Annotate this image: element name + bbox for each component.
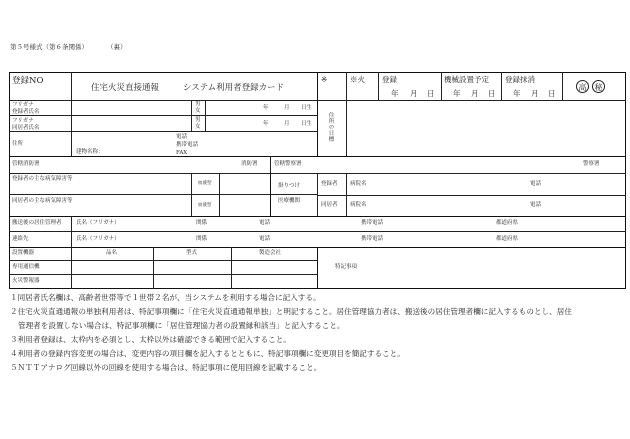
- manager-relation-label: 関係: [196, 220, 208, 226]
- column-divider: [501, 72, 502, 100]
- install-year: 年: [453, 89, 461, 98]
- police-station-suffix: 警察署: [583, 161, 600, 167]
- column-divider: [441, 72, 442, 100]
- family-doctor-label-1: 掛りつけ: [278, 183, 301, 189]
- note-5: ５ＮＴＴアナログ回線以外の回線を使用する場合は、特記事項に使用回線を記載すること。: [10, 363, 322, 372]
- install-month: 月: [471, 89, 479, 98]
- note-2: ２住宅火災直通通報の単独利用者は、特記事項欄に「住宅火災直通通報単独」と明記すること。居住管理協力者は、搬送後の居住管理者欄に記入するものとし、居住: [10, 307, 572, 316]
- cohabitant-hospital-phone: 電話: [530, 202, 542, 208]
- item-name-header: 品名: [106, 250, 118, 256]
- manager-name-label: 氏名（フリガナ）: [76, 220, 120, 226]
- form-title-left: 住宅火災直接通報: [91, 83, 160, 93]
- fire-alarm-label: 火災警報器: [12, 278, 40, 284]
- form-tag: （裏）: [107, 43, 127, 51]
- manager-phone-label: 電話: [259, 220, 271, 226]
- row-divider: [9, 274, 317, 275]
- row-divider: [9, 231, 626, 232]
- cohabitant-name-label: 同居者氏名: [12, 125, 40, 131]
- registrant-hospital-label: 病院名: [350, 181, 367, 187]
- registrant-disease-label: 登録者の主な病気障害等: [12, 176, 73, 182]
- contact-relation-label: 関係: [196, 236, 208, 242]
- contact-name-label: 氏名（フリガナ）: [76, 236, 120, 242]
- cohabitant-male: 男: [195, 117, 201, 123]
- column-divider: [153, 247, 154, 289]
- column-divider: [346, 173, 347, 216]
- reg-year: 年: [391, 89, 399, 98]
- fax-label: FAX: [176, 150, 188, 156]
- registrant-blood-type: 血液型: [198, 181, 212, 186]
- emergency-contact-label: 連絡先: [12, 236, 29, 242]
- note-3: ３利用者登録は、太枠内を必須とし、太枠以外は確認できる範囲で記入すること。: [10, 335, 291, 344]
- cohabitant-birth-month: 月: [284, 121, 290, 127]
- form-title-right: システム利用者登録カード: [183, 83, 285, 93]
- column-divider: [205, 100, 206, 131]
- note-1: １同居者氏名欄は、高齢者世帯等で１世帯２名が、当システムを利用する場合に記入する。: [10, 293, 321, 302]
- row-divider: [317, 195, 626, 196]
- column-divider: [378, 72, 379, 100]
- registrant-birth-year: 年: [263, 105, 269, 111]
- mark-1: ※: [321, 75, 328, 84]
- cohabitant-female: 女: [195, 124, 201, 130]
- manufacturer-header: 製造会社: [259, 250, 282, 256]
- manager-prefecture-label: 都道府県: [496, 220, 519, 226]
- contact-mobile-label: 携帯電話: [361, 236, 384, 242]
- fire-station-label: 管轄消防署: [12, 161, 40, 167]
- post-transport-manager-label: 搬送後の居住管理者: [12, 220, 62, 226]
- column-divider: [270, 156, 271, 173]
- reg-month: 月: [410, 89, 418, 98]
- column-divider: [317, 247, 318, 289]
- registrant-hospital-phone: 電話: [530, 181, 542, 187]
- reg-day: 日: [427, 89, 435, 98]
- row-divider: [9, 216, 626, 217]
- column-divider: [71, 216, 72, 247]
- police-station-label: 管轄警察署: [274, 161, 302, 167]
- cancel-day: 日: [548, 89, 556, 98]
- device-install-label: 機械設置予定: [444, 75, 489, 84]
- dedicated-device-label: 専用通信機: [12, 264, 40, 270]
- row-divider: [9, 156, 626, 157]
- cohabitant-furigana-label: フリガナ: [12, 118, 34, 124]
- cohabitant-disease-label: 同居者の主な病気障害等: [12, 198, 73, 204]
- row-divider: [9, 131, 317, 132]
- column-divider: [71, 72, 72, 156]
- row-divider: [9, 115, 317, 116]
- column-divider: [231, 247, 232, 289]
- doctor-registrant-label: 登録者: [321, 181, 338, 187]
- note-4: ４利用者の登録内容変更の場合は、変更内容の項目欄を記入するとともに、特記事項欄に変更項目を簡記すること。: [10, 349, 405, 358]
- mobile-label: 携帯電話: [176, 142, 199, 148]
- contact-phone-label: 電話: [259, 236, 271, 242]
- column-divider: [191, 173, 192, 216]
- cohabitant-birth-day: 日生: [301, 121, 313, 127]
- phone-label: 電話: [176, 134, 188, 140]
- cohabitant-blood-type: 血液型: [198, 203, 212, 208]
- high-badge: 高: [576, 80, 589, 93]
- registration-label: 登録: [382, 75, 397, 84]
- registrant-female: 女: [195, 108, 201, 114]
- residence-date-label: 住所の日標: [327, 112, 334, 142]
- doctor-cohabitant-label: 同居者: [321, 202, 338, 208]
- cancel-year: 年: [513, 89, 521, 98]
- family-doctor-label-2: 医療機関: [278, 198, 301, 204]
- contact-prefecture-label: 都道府県: [496, 236, 519, 242]
- column-divider: [562, 72, 563, 100]
- model-header: 型式: [186, 250, 198, 256]
- special-notes-label: 特記事項: [335, 264, 358, 270]
- registrant-male: 男: [195, 101, 201, 107]
- column-divider: [317, 173, 318, 216]
- fire-station-suffix: 消防署: [241, 161, 258, 167]
- row-divider: [9, 260, 317, 261]
- column-divider: [219, 173, 220, 216]
- column-divider: [71, 247, 72, 289]
- registrant-furigana-label: フリガナ: [12, 102, 34, 108]
- manager-mobile-label: 携帯電話: [361, 220, 384, 226]
- column-divider: [346, 72, 347, 156]
- building-label: 建物名称：: [76, 149, 104, 155]
- column-divider: [191, 100, 192, 131]
- cohabitant-birth-year: 年: [263, 121, 269, 127]
- reg-no-label: 登録NO: [12, 76, 44, 86]
- cancel-month: 月: [531, 89, 539, 98]
- note-2-cont: 管理者を設置しない場合は、特記事項欄に「居住管理協力者の設置縁和該当」と記入すること。: [18, 321, 345, 330]
- registrant-name-label: 登録者氏名: [12, 109, 40, 115]
- address-label: 住所: [12, 141, 24, 147]
- mark-2: ※火: [350, 75, 365, 84]
- installed-equipment-label: 設置機器: [12, 250, 35, 256]
- registration-cancel-label: 登録抹消: [505, 75, 535, 84]
- registrant-birth-day: 日生: [301, 105, 313, 111]
- cohabitant-hospital-label: 病院名: [350, 202, 367, 208]
- form-number: 第５号様式（第６条関係）: [10, 43, 88, 51]
- secret-badge: 秘: [592, 80, 605, 93]
- registrant-birth-month: 月: [284, 105, 290, 111]
- column-divider: [317, 72, 318, 156]
- column-divider: [270, 173, 271, 216]
- install-day: 日: [488, 89, 496, 98]
